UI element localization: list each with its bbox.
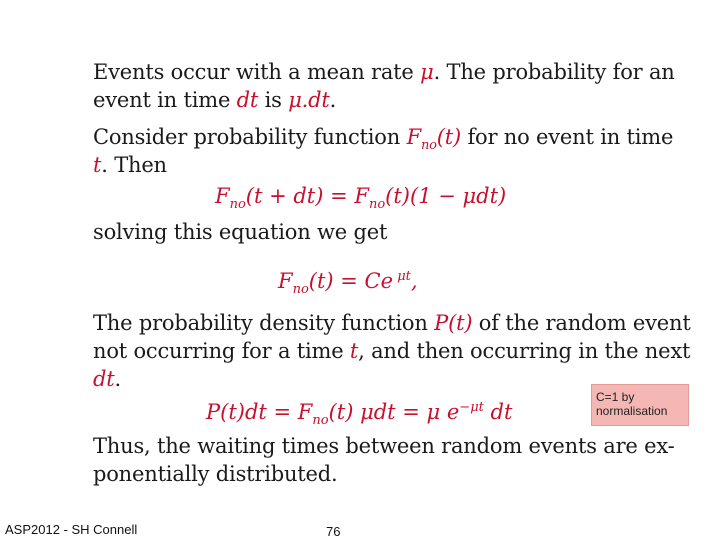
equation-2: $F_{no}(t) = Ce$ $^{\mu t}$, [278, 269, 418, 298]
page-number: 76 [326, 524, 341, 539]
note-line: C=1 by [596, 390, 635, 404]
para-consider-line1 [93, 123, 673, 160]
symbol-fno: $F_{no}(t)$ [406, 125, 461, 154]
para-events-line2 [93, 86, 336, 114]
text: event in time [93, 88, 237, 112]
symbol-mudt: μ.dt [288, 88, 330, 112]
solving-text: solving this equation we get [93, 220, 388, 244]
text: , and then occurring in the next [358, 339, 691, 363]
para-density-line2 [93, 337, 690, 365]
equation-3: $P(t)dt = F_{no}(t) \mu dt = \mu$ $e^{-\mu t}$ dt [206, 400, 513, 429]
para-density-line3 [93, 365, 121, 393]
text: . Then [101, 153, 167, 177]
text: The probability density function [93, 311, 435, 335]
equation-1: $F_{no}(t + dt) = F_{no}(t)(1 - \mu dt)$ [215, 184, 507, 213]
text: . [329, 88, 337, 112]
text: of the random event [472, 311, 691, 335]
para-consider-line2 [93, 151, 167, 179]
text: not occurring for a time [93, 339, 350, 363]
footer-label: ASP2012 - SH Connell [5, 522, 138, 537]
symbol-t: t [349, 339, 359, 363]
text: . [114, 367, 121, 391]
text: Events occur with a mean rate [93, 60, 421, 84]
para-density-line1 [93, 309, 691, 337]
text: is [258, 88, 289, 112]
symbol-dt: dt [93, 367, 115, 391]
symbol-mu: μ [420, 60, 434, 84]
note-line: normalisation [596, 404, 668, 418]
symbol-dt: dt [236, 88, 259, 112]
text: . The probability for an [433, 60, 675, 84]
conclusion-line2: ponentially distributed. [93, 462, 338, 486]
normalisation-note [591, 384, 689, 426]
text: Consider probability function [93, 125, 407, 149]
para-events-line1 [93, 58, 675, 86]
conclusion-line1: Thus, the waiting times between random events are ex- [93, 434, 675, 458]
symbol-pt: P(t) [434, 311, 473, 335]
symbol-t: t [93, 153, 102, 177]
text: for no event in time [460, 125, 674, 149]
